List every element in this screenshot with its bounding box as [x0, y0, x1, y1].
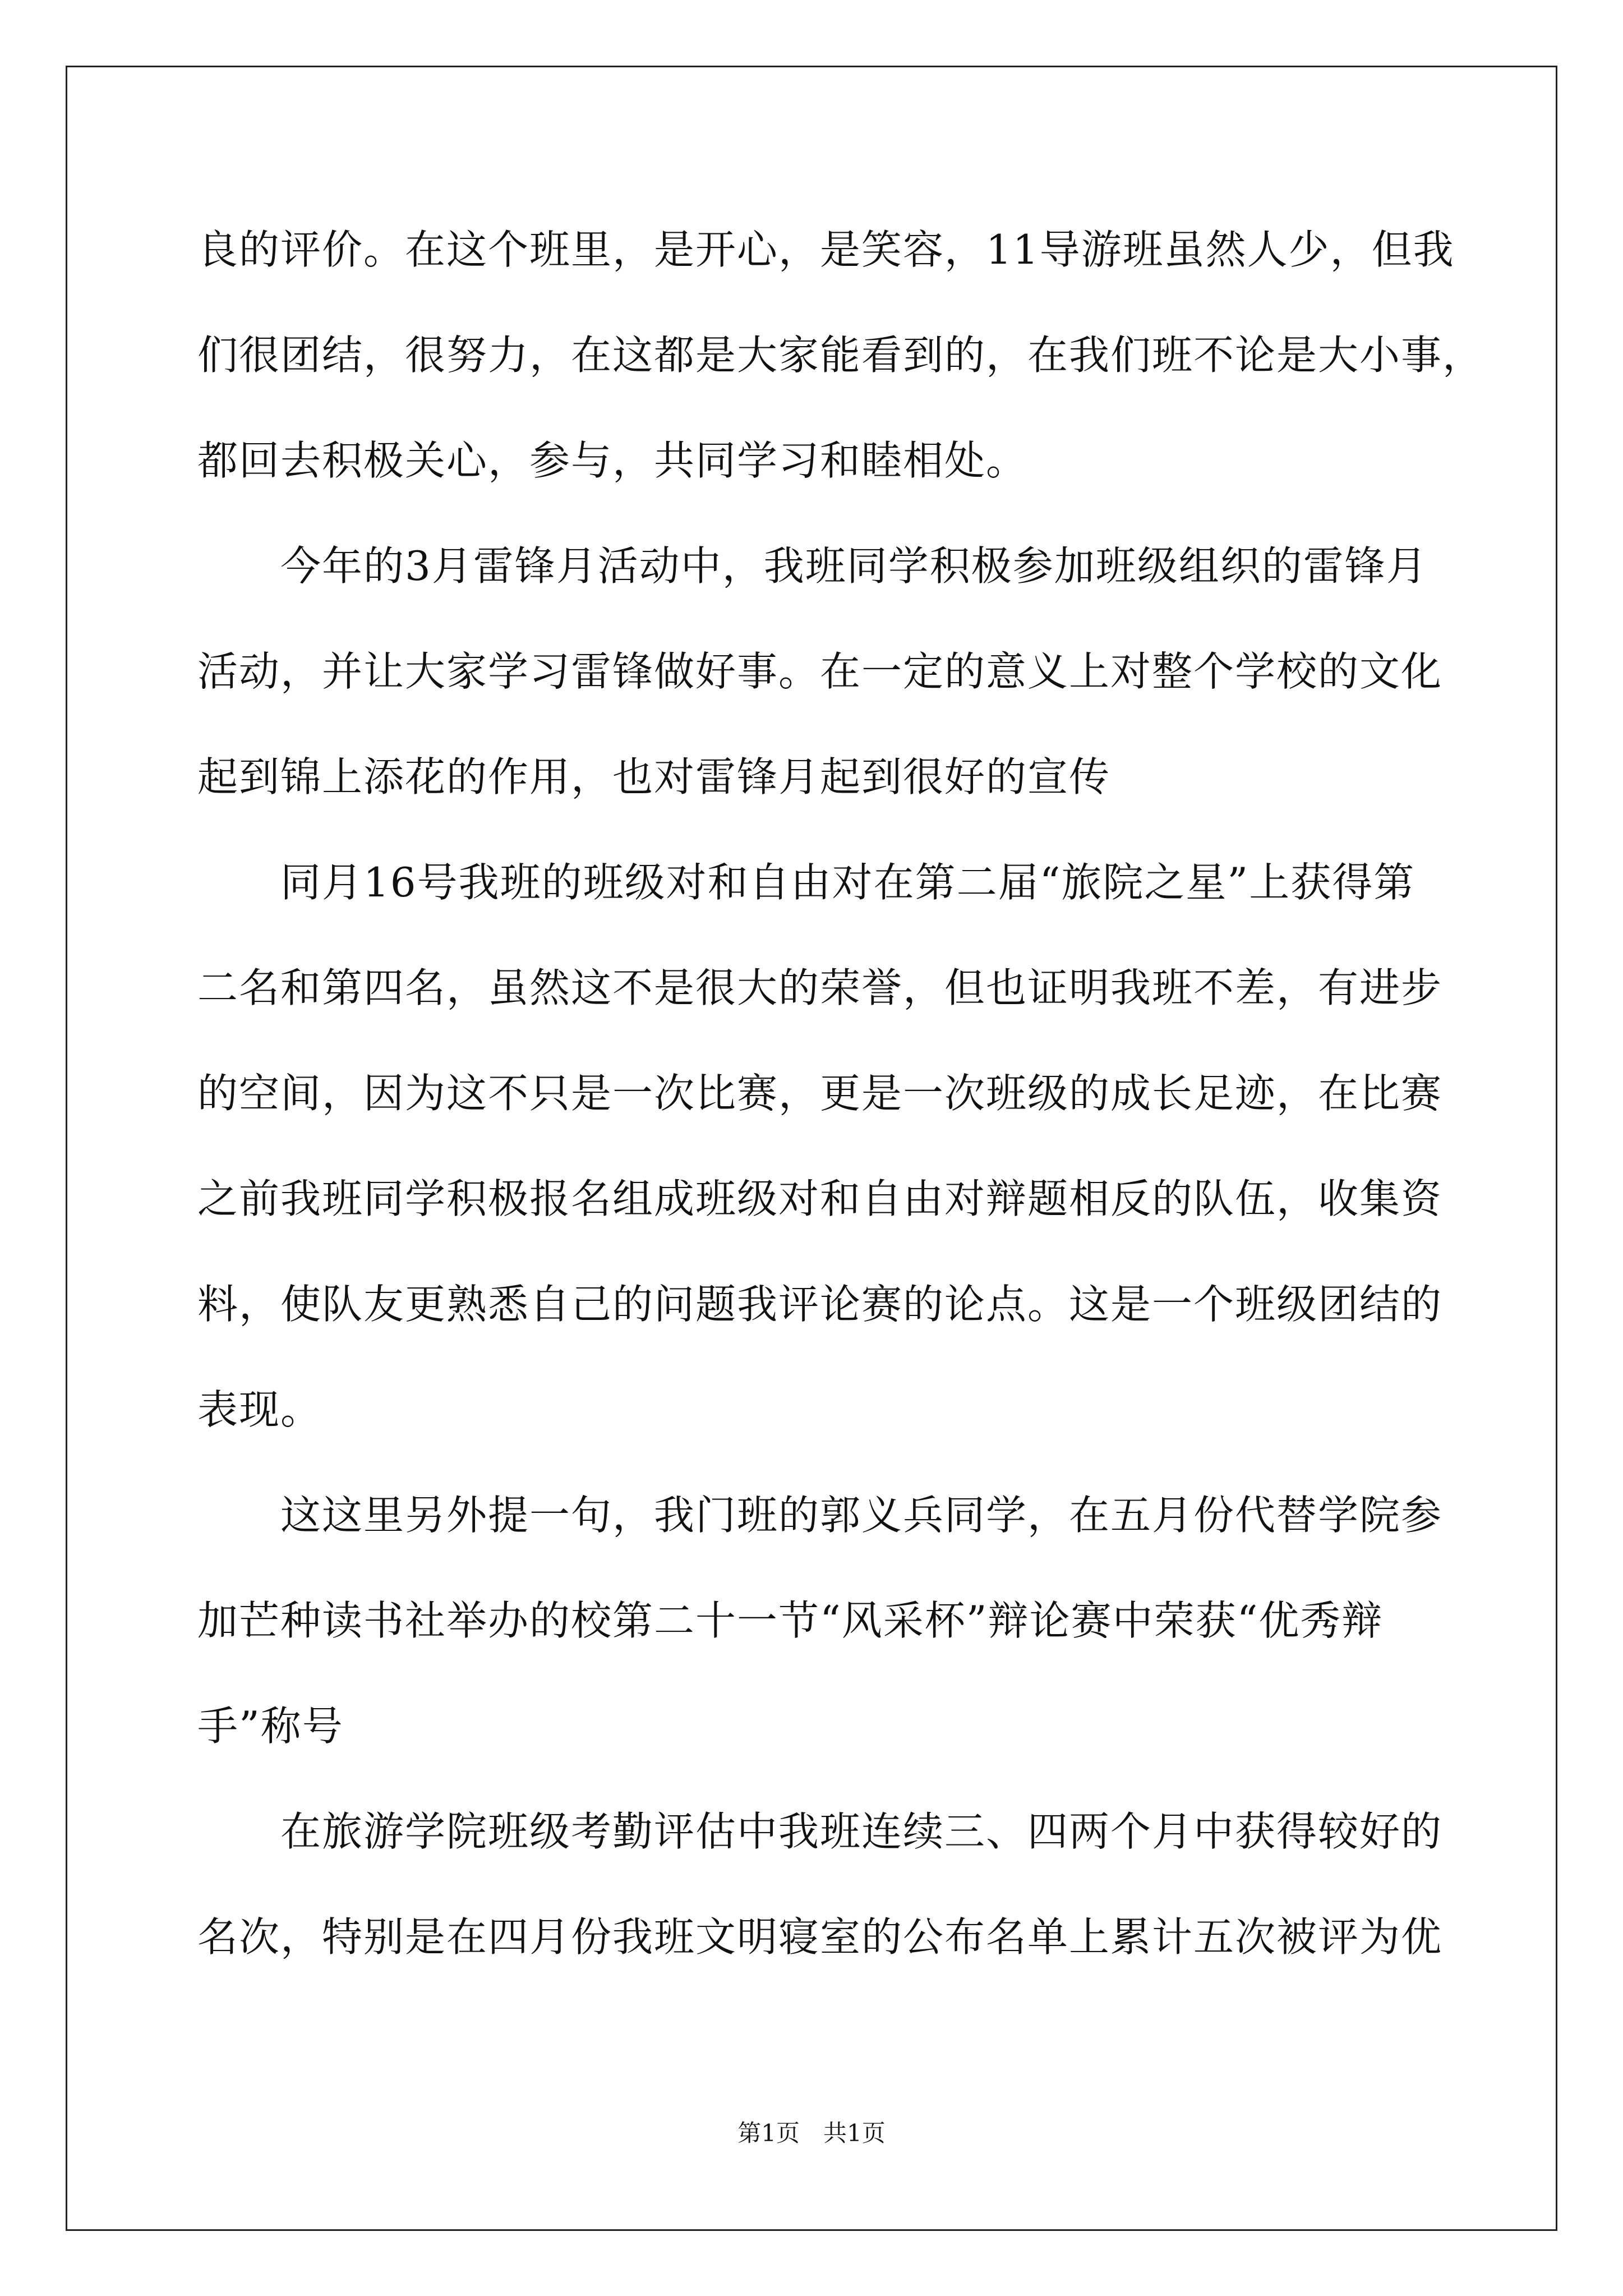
paragraph-5: [197, 1792, 1443, 2003]
text-line: 今年的3月雷锋月活动中，我班同学积极参加班级组织的雷锋月: [197, 542, 1428, 590]
paragraph-2: [197, 527, 1443, 843]
paragraph-1: [197, 210, 1484, 527]
text-line: 们很团结，很努力，在这都是大家能看到的，在我们班不论是大小事，: [197, 332, 1484, 379]
text-line: 二名和第四名，虽然这不是很大的荣誉，但也证明我班不差，有进步: [197, 964, 1443, 1011]
text-line: 表现。: [197, 1386, 322, 1433]
text-line: 这这里另外提一句，我门班的郭义兵同学，在五月份代替学院参: [197, 1492, 1443, 1539]
text-line: 在旅游学院班级考勤评估中我班连续三、四两个月中获得较好的: [197, 1808, 1443, 1855]
text-line: 都回去积极关心，参与，共同学习和睦相处。: [197, 437, 1028, 484]
text-line: 之前我班同学积极报名组成班级对和自由对辩题相反的队伍，收集资: [197, 1175, 1443, 1222]
text-line: 手”称号: [197, 1703, 344, 1750]
text-line: 活动，并让大家学习雷锋做好事。在一定的意义上对整个学校的文化: [197, 648, 1443, 695]
text-line: 加芒种读书社举办的校第二十一节“风采杯”辩论赛中荣获“优秀辩: [197, 1597, 1384, 1644]
page-footer: 第1页 共1页: [737, 2119, 886, 2147]
text-line: 的空间，因为这不只是一次比赛，更是一次班级的成长足迹，在比赛: [197, 1070, 1443, 1117]
text-line: 名次，特别是在四月份我班文明寝室的公布名单上累计五次被评为优: [197, 1913, 1443, 1961]
text-line: 良的评价。在这个班里，是开心，是笑容，11导游班虽然人少，但我: [197, 226, 1455, 273]
text-line: 起到锦上添花的作用，也对雷锋月起到很好的宣传: [197, 753, 1111, 800]
document-body: [197, 210, 1484, 2003]
paragraph-4: [197, 1476, 1443, 1792]
text-line: 同月16号我班的班级对和自由对在第二届“旅院之星”上获得第: [197, 859, 1415, 906]
paragraph-3: [197, 843, 1443, 1476]
text-line: 料，使队友更熟悉自己的问题我评论赛的论点。这是一个班级团结的: [197, 1281, 1443, 1328]
